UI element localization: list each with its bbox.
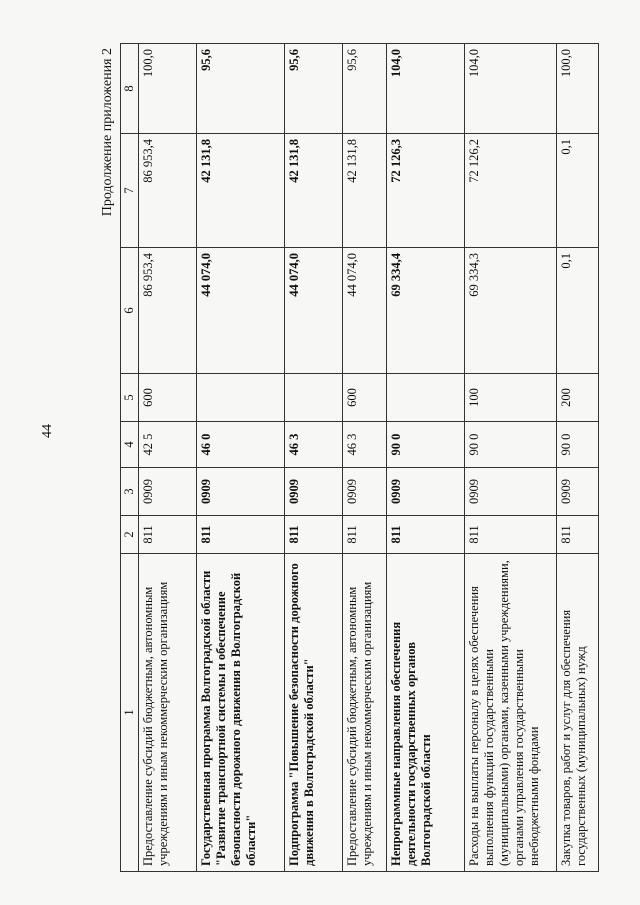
cell-c2: 811	[139, 516, 197, 554]
appendix-caption: Продолжение приложения 2	[100, 48, 115, 217]
cell-c3: 0909	[387, 468, 465, 516]
row-name: Государственная программа Волгоградской области "Развитие транспортной системы и обеспечение безопасности дорожного движения в Волгоградской области"	[197, 554, 285, 872]
budget-table	[120, 43, 599, 872]
cell-c6: 0,1	[557, 248, 599, 374]
cell-c3: 0909	[285, 468, 343, 516]
row-name: Предоставление субсидий бюджетным, автономным учреждениям и иным некоммерческим организациям	[343, 554, 387, 872]
table-row	[387, 44, 465, 872]
cell-c4: 46 3	[343, 422, 387, 468]
cell-c7: 86 953,4	[139, 134, 197, 248]
cell-c7: 42 131,8	[197, 134, 285, 248]
cell-c4: 46 0	[197, 422, 285, 468]
cell-c5	[285, 374, 343, 422]
cell-c5: 100	[465, 374, 557, 422]
cell-c8: 104,0	[465, 44, 557, 134]
cell-c4: 90 0	[465, 422, 557, 468]
table-row	[557, 44, 599, 872]
cell-c6: 69 334,3	[465, 248, 557, 374]
cell-c7: 72 126,3	[387, 134, 465, 248]
table-row	[197, 44, 285, 872]
cell-c7: 42 131,8	[285, 134, 343, 248]
cell-c6: 44 074,0	[285, 248, 343, 374]
cell-c5: 200	[557, 374, 599, 422]
cell-c6: 69 334,4	[387, 248, 465, 374]
header-cell: 5	[121, 374, 139, 422]
cell-c5	[387, 374, 465, 422]
row-name: Предоставление субсидий бюджетным, автономным учреждениям и иным некоммерческим организациям	[139, 554, 197, 872]
header-cell: 7	[121, 134, 139, 248]
cell-c6: 44 074,0	[197, 248, 285, 374]
table-header-row	[121, 44, 139, 872]
cell-c7: 0,1	[557, 134, 599, 248]
cell-c7: 72 126,2	[465, 134, 557, 248]
cell-c5: 600	[139, 374, 197, 422]
cell-c3: 0909	[465, 468, 557, 516]
cell-c4: 90 0	[387, 422, 465, 468]
cell-c5: 600	[343, 374, 387, 422]
header-cell: 8	[121, 44, 139, 134]
cell-c8: 95,6	[285, 44, 343, 134]
cell-c6: 44 074,0	[343, 248, 387, 374]
cell-c5	[197, 374, 285, 422]
cell-c3: 0909	[557, 468, 599, 516]
rotated-page-content	[92, 44, 604, 872]
cell-c4: 90 0	[557, 422, 599, 468]
header-cell: 2	[121, 516, 139, 554]
table-row	[285, 44, 343, 872]
row-name: Непрограммные направления обеспечения деятельности государственных органов Волгоградской области	[387, 554, 465, 872]
cell-c2: 811	[465, 516, 557, 554]
table-row	[465, 44, 557, 872]
cell-c4: 46 3	[285, 422, 343, 468]
cell-c8: 100,0	[557, 44, 599, 134]
table-row	[343, 44, 387, 872]
cell-c3: 0909	[139, 468, 197, 516]
cell-c2: 811	[387, 516, 465, 554]
cell-c6: 86 953,4	[139, 248, 197, 374]
cell-c8: 104,0	[387, 44, 465, 134]
row-name: Подпрограмма "Повышение безопасности дорожного движения в Волгоградской области"	[285, 554, 343, 872]
header-cell: 1	[121, 554, 139, 872]
cell-c2: 811	[557, 516, 599, 554]
cell-c8: 95,6	[197, 44, 285, 134]
cell-c3: 0909	[343, 468, 387, 516]
cell-c7: 42 131,8	[343, 134, 387, 248]
cell-c8: 100,0	[139, 44, 197, 134]
cell-c2: 811	[197, 516, 285, 554]
header-cell: 4	[121, 422, 139, 468]
cell-c2: 811	[285, 516, 343, 554]
row-name: Расходы на выплаты персоналу в целях обеспечения выполнения функций государственными (муниципальными) органами, казенными учреждениями, органами управления государственными внебюджетными фондами	[465, 554, 557, 872]
header-cell: 3	[121, 468, 139, 516]
cell-c4: 42 5	[139, 422, 197, 468]
table-row	[139, 44, 197, 872]
cell-c2: 811	[343, 516, 387, 554]
header-cell: 6	[121, 248, 139, 374]
cell-c8: 95,6	[343, 44, 387, 134]
row-name: Закупка товаров, работ и услуг для обеспечения государственных (муниципальных) нужд	[557, 554, 599, 872]
page-number: 44	[40, 424, 55, 438]
cell-c3: 0909	[197, 468, 285, 516]
